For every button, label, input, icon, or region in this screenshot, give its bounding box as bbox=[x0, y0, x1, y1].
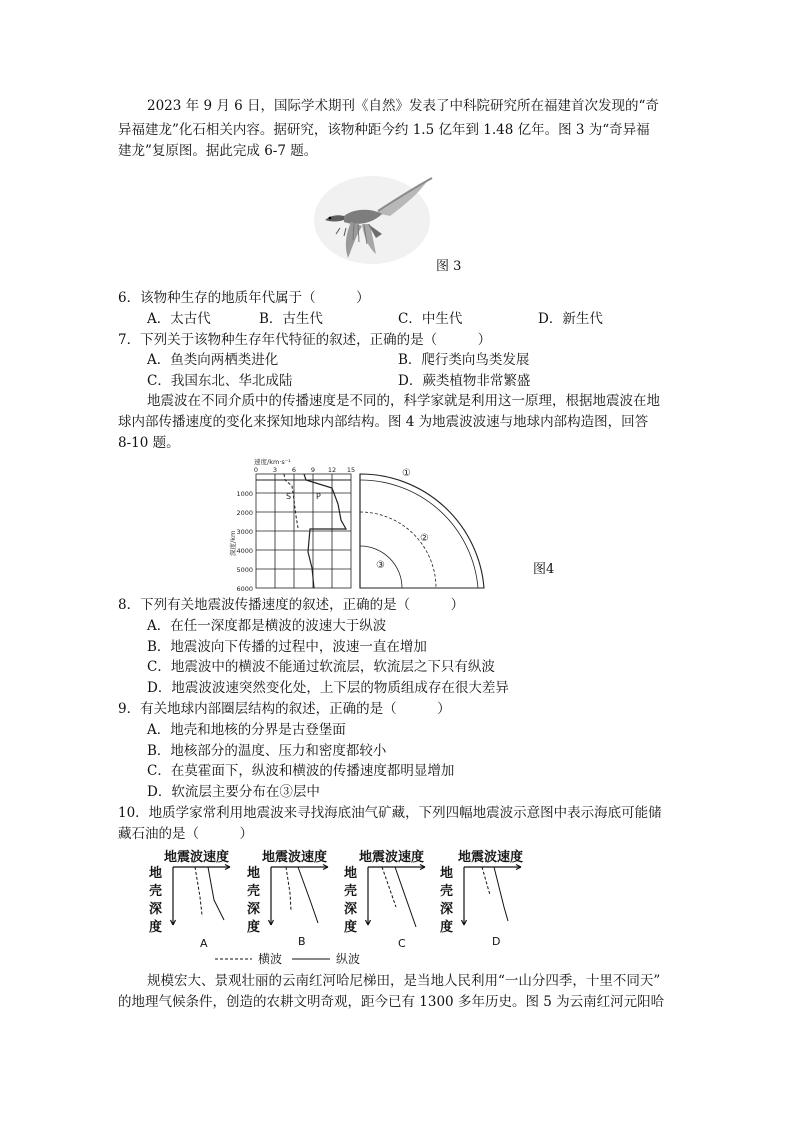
question-8-stem: 8．下列有关地震波传播速度的叙述，正确的是（ ） bbox=[118, 597, 465, 613]
p-wave-label: P bbox=[316, 492, 321, 501]
passage3-line-2: 的地理气候条件，创造的农耕文明奇观，距今已有 1300 多年历史。图 5 为云南红河元阳哈 bbox=[118, 994, 665, 1010]
q7-option-d: D．蕨类植物非常繁盛 bbox=[398, 373, 531, 389]
layer-1-label: ① bbox=[402, 468, 411, 479]
legend-s-wave-label: 横波 bbox=[258, 952, 283, 966]
panel-c-letter: C bbox=[398, 937, 406, 950]
panel-c-depth-char: 地 bbox=[344, 866, 358, 881]
speed-tick: 15 bbox=[346, 466, 356, 474]
q9-option-a: A．地壳和地核的分界是古登堡面 bbox=[147, 722, 346, 738]
depth-axis-label: 深度/km bbox=[229, 530, 237, 556]
panel-c-depth-char: 度 bbox=[344, 920, 358, 935]
question-9-stem: 9．有关地球内部圈层结构的叙述，正确的是（ ） bbox=[118, 701, 451, 717]
q8-option-c: C．地震波中的横波不能通过软流层，软流层之下只有纵波 bbox=[147, 659, 495, 675]
passage1-line-1: 2023 年 9 月 6 日，国际学术期刊《自然》发表了中科院研究所在福建首次发现的“奇 bbox=[147, 98, 659, 114]
depth-tick: 5000 bbox=[236, 566, 253, 574]
panel-b-title: 地震波速度 bbox=[262, 850, 328, 865]
figure-4-caption: 图4 bbox=[533, 562, 555, 577]
panel-a-letter: A bbox=[200, 937, 208, 950]
question-10-stem-line-2: 藏石油的是（ ） bbox=[118, 826, 253, 842]
panel-c-title: 地震波速度 bbox=[359, 850, 425, 865]
q7-option-c: C．我国东北、华北成陆 bbox=[147, 373, 293, 389]
panel-d-title: 地震波速度 bbox=[458, 850, 524, 865]
depth-tick: 2000 bbox=[236, 509, 253, 517]
panel-d-letter: D bbox=[492, 935, 501, 948]
passage2-line-1: 地震波在不同介质中的传播速度是不同的，科学家就是利用这一原理，根据地震波在地 bbox=[147, 393, 660, 409]
dinosaur-illustration bbox=[306, 168, 438, 268]
panel-d-depth-char: 度 bbox=[440, 920, 454, 935]
question-7-stem: 7．下列关于该物种生存年代特征的叙述，正确的是（ ） bbox=[118, 332, 492, 348]
q8-option-b: B．地震波向下传播的过程中，波速一直在增加 bbox=[147, 639, 427, 655]
s-wave-label: S bbox=[286, 492, 292, 501]
q6-option-c: C．中生代 bbox=[398, 311, 463, 327]
panel-a-depth-char: 壳 bbox=[149, 884, 163, 899]
depth-tick: 6000 bbox=[236, 585, 253, 593]
q9-option-b: B．地核部分的温度、压力和密度都较小 bbox=[147, 743, 387, 759]
panel-a-depth-char: 地 bbox=[149, 866, 163, 881]
panel-d-depth-char: 地 bbox=[440, 866, 454, 881]
question-10-stem-line-1: 10．地质学家常利用地震波来寻找海底油气矿藏，下列四幅地震波示意图中表示海底可能储 bbox=[118, 805, 662, 821]
panel-a-depth-char: 深 bbox=[149, 902, 163, 917]
q6-option-b: B．古生代 bbox=[259, 311, 323, 327]
panel-b-s-wave bbox=[286, 867, 291, 910]
q9-option-d: D．软流层主要分布在③层中 bbox=[147, 784, 320, 800]
panel-b-letter: B bbox=[298, 935, 306, 948]
figure-3-caption: 图 3 bbox=[436, 259, 462, 274]
q8-option-d: D．地震波波速突然变化处，上下层的物质组成存在很大差异 bbox=[147, 680, 509, 696]
speed-axis-label: 速度/km·s⁻¹ bbox=[254, 458, 291, 466]
q6-option-d: D．新生代 bbox=[538, 311, 603, 327]
panel-b-depth-char: 深 bbox=[247, 902, 261, 917]
depth-tick: 4000 bbox=[236, 547, 253, 555]
passage2-line-3: 8-10 题。 bbox=[118, 435, 180, 451]
panel-d-s-wave bbox=[482, 867, 490, 895]
panel-c-depth-char: 壳 bbox=[344, 884, 358, 899]
speed-tick: 3 bbox=[272, 466, 278, 474]
depth-tick: 1000 bbox=[236, 490, 253, 498]
speed-tick: 0 bbox=[253, 466, 259, 474]
legend-p-wave-label: 纵波 bbox=[336, 952, 361, 966]
s-wave-curve bbox=[284, 474, 298, 528]
panel-a-title: 地震波速度 bbox=[164, 850, 230, 865]
question-6-stem: 6．该物种生存的地质年代属于（ ） bbox=[118, 290, 370, 306]
speed-tick: 12 bbox=[327, 466, 337, 474]
q9-option-c: C．在莫霍面下，纵波和横波的传播速度都明显增加 bbox=[147, 763, 455, 779]
panel-a-s-wave bbox=[195, 867, 202, 915]
seismic-wave-panels bbox=[140, 845, 560, 970]
panel-c-depth-char: 深 bbox=[344, 902, 358, 917]
q6-option-a: A．太古代 bbox=[147, 311, 211, 327]
q7-option-b: B．爬行类向鸟类发展 bbox=[398, 352, 530, 368]
panel-b-depth-char: 地 bbox=[247, 866, 261, 881]
passage2-line-2: 球内部传播速度的变化来探知地球内部结构。图 4 为地震波波速与地球内部构造图，回答 bbox=[118, 414, 649, 430]
speed-tick: 9 bbox=[310, 466, 316, 474]
panel-b-depth-char: 度 bbox=[247, 920, 261, 935]
speed-tick: 6 bbox=[291, 466, 297, 474]
panel-c-s-wave bbox=[382, 867, 396, 907]
passage3-line-1: 规模宏大、景观壮丽的云南红河哈尼梯田，是当地人民利用“一山分四季，十里不同天” bbox=[147, 973, 661, 989]
panel-d-depth-char: 深 bbox=[440, 902, 454, 917]
panel-a-depth-char: 度 bbox=[149, 920, 163, 935]
passage1-line-2: 异福建龙”化石相关内容。据研究，该物种距今约 1.5 亿年到 1.48 亿年。图 3 为“奇异福 bbox=[118, 122, 650, 138]
panel-b-depth-char: 壳 bbox=[247, 884, 261, 899]
passage1-line-3: 建龙”复原图。据此完成 6-7 题。 bbox=[118, 143, 318, 159]
seismic-wave-diagram bbox=[222, 456, 494, 596]
q7-option-a: A．鱼类向两栖类进化 bbox=[147, 352, 279, 368]
q8-option-a: A．在任一深度都是横波的波速大于纵波 bbox=[147, 618, 387, 634]
layer-2-label: ② bbox=[420, 533, 429, 544]
layer-3-label: ③ bbox=[376, 560, 385, 571]
depth-tick: 3000 bbox=[236, 528, 253, 536]
panel-d-depth-char: 壳 bbox=[440, 884, 454, 899]
